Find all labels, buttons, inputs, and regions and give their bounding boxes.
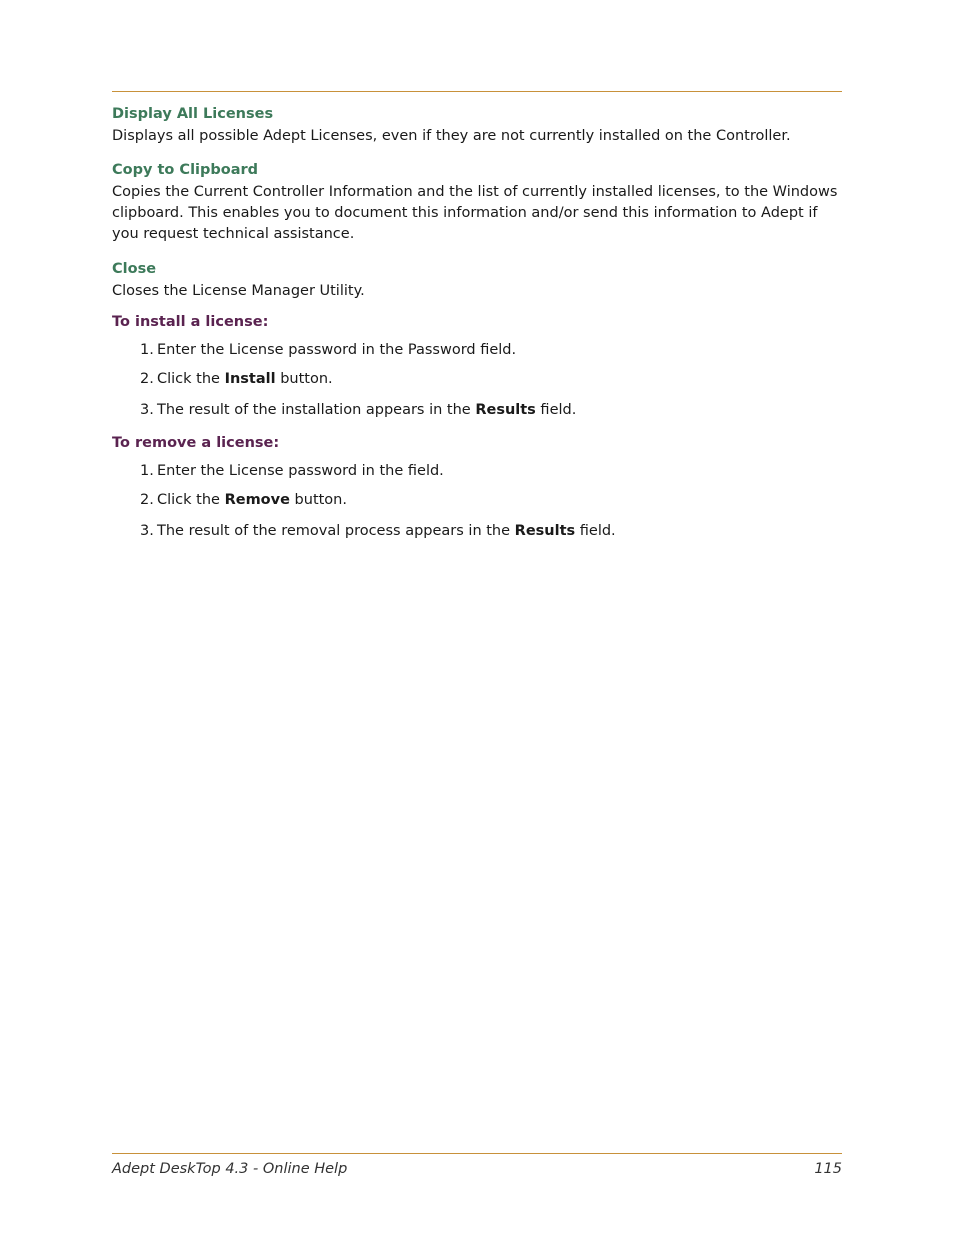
procedure-title: To install a license: bbox=[112, 314, 269, 330]
step-text bbox=[157, 371, 333, 387]
document-page bbox=[112, 0, 842, 1235]
procedure-steps bbox=[112, 340, 842, 421]
procedure-remove-license bbox=[112, 433, 842, 542]
step-text-part: field. bbox=[535, 402, 577, 418]
term-description: Closes the License Manager Utility. bbox=[112, 283, 365, 299]
step-text bbox=[157, 492, 347, 508]
step-text bbox=[157, 402, 576, 418]
procedure-step bbox=[112, 461, 842, 482]
step-text-part: button. bbox=[275, 371, 333, 387]
term-description: Copies the Current Controller Information and the list of currently installed licenses, to the Windows clipboard. This enables you to document this information and/or send this information to Adept if you request technical assistance. bbox=[112, 184, 838, 242]
page-number: 115 bbox=[814, 1161, 842, 1177]
step-number: 2. bbox=[140, 371, 154, 387]
step-number: 3. bbox=[140, 402, 154, 418]
page-content bbox=[112, 104, 842, 542]
header-rule bbox=[112, 91, 842, 92]
procedure-step bbox=[112, 490, 842, 511]
procedure-step bbox=[112, 369, 842, 390]
term-description: Displays all possible Adept Licenses, even if they are not currently installed on the Controller. bbox=[112, 128, 791, 144]
footer-title: Adept DeskTop 4.3 - Online Help bbox=[112, 1161, 348, 1177]
step-text bbox=[157, 342, 516, 358]
step-text-part: The result of the installation appears in the bbox=[157, 402, 476, 418]
procedure-title: To remove a license: bbox=[112, 435, 280, 451]
footer-rule bbox=[112, 1153, 842, 1154]
term-heading: Copy to Clipboard bbox=[112, 162, 259, 178]
procedure-step bbox=[112, 521, 842, 542]
term-heading: Display All Licenses bbox=[112, 106, 274, 122]
definition-close bbox=[112, 259, 842, 302]
step-text-part: Enter the License password in the Password field. bbox=[157, 342, 517, 358]
step-number: 2. bbox=[140, 492, 154, 508]
procedure-step bbox=[112, 400, 842, 421]
step-text bbox=[157, 463, 444, 479]
step-number: 1. bbox=[140, 463, 154, 479]
step-text-bold: Results bbox=[475, 402, 536, 418]
step-text-part: Click the bbox=[157, 371, 225, 387]
step-text bbox=[157, 523, 616, 539]
step-text-bold: Install bbox=[224, 371, 276, 387]
step-text-part: The result of the removal process appears in the bbox=[157, 523, 515, 539]
step-text-part: Enter the License password in the field. bbox=[157, 463, 444, 479]
step-text-part: field. bbox=[575, 523, 616, 539]
term-heading: Close bbox=[112, 261, 157, 277]
definition-copy-to-clipboard bbox=[112, 160, 842, 245]
definition-display-all-licenses bbox=[112, 104, 842, 147]
procedure-steps bbox=[112, 461, 842, 542]
step-text-bold: Results bbox=[514, 523, 576, 539]
step-number: 1. bbox=[140, 342, 154, 358]
step-text-part: button. bbox=[289, 492, 347, 508]
step-number: 3. bbox=[140, 523, 154, 539]
procedure-install-license bbox=[112, 312, 842, 421]
step-text-bold: Remove bbox=[224, 492, 290, 508]
step-text-part: Click the bbox=[157, 492, 225, 508]
procedure-step bbox=[112, 340, 842, 361]
